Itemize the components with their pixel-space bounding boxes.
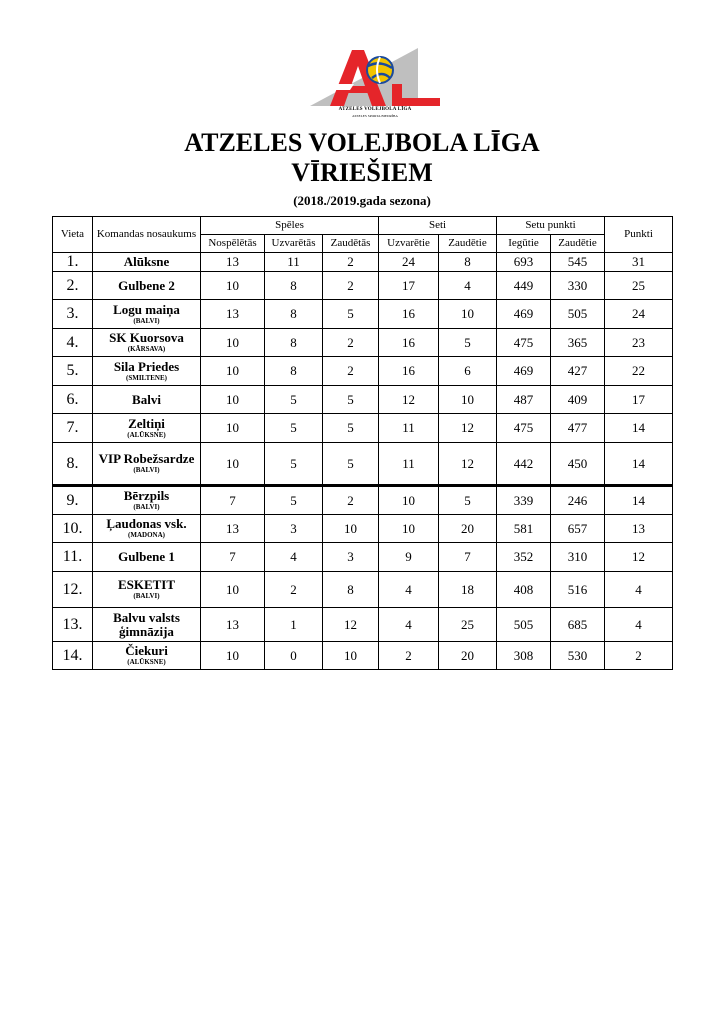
cell-place: 4.: [53, 329, 93, 357]
team-location: (ALŪKSNE): [127, 658, 166, 666]
cell-sp-gained: 581: [497, 515, 551, 543]
cell-lost: 5: [323, 386, 379, 414]
cell-team: [93, 443, 201, 486]
team-name: Logu maiņa: [113, 301, 180, 317]
cell-won: 1: [265, 608, 323, 642]
cell-lost: 5: [323, 414, 379, 443]
cell-points: 31: [605, 253, 673, 272]
cell-sets-lost: 6: [439, 357, 497, 386]
cell-played: 10: [201, 414, 265, 443]
table-row: [53, 414, 673, 443]
cell-points: 13: [605, 515, 673, 543]
cell-points: 4: [605, 572, 673, 608]
cell-team: [93, 329, 201, 357]
cell-lost: 10: [323, 642, 379, 670]
cell-team: [93, 572, 201, 608]
cell-sets-won: 12: [379, 386, 439, 414]
season-label: (2018./2019.gada sezona): [293, 193, 431, 208]
cell-place: 7.: [53, 414, 93, 443]
cell-sets-won: 4: [379, 572, 439, 608]
cell-lost: 12: [323, 608, 379, 642]
team-name: SK Kuorsova: [109, 330, 184, 345]
cell-sp-gained: 449: [497, 272, 551, 300]
cell-played: 10: [201, 357, 265, 386]
table-row: [53, 486, 673, 515]
cell-sets-lost: 10: [439, 300, 497, 329]
cell-sets-won: 9: [379, 543, 439, 572]
header-set-points: Setu punkti: [497, 217, 605, 235]
team-name: Zeltiņi: [128, 415, 165, 431]
cell-sets-lost: 8: [439, 253, 497, 272]
cell-won: 0: [265, 642, 323, 670]
team-name: Ļaudonas vsk.: [106, 516, 187, 531]
cell-sets-lost: 10: [439, 386, 497, 414]
cell-place: 8.: [53, 443, 93, 486]
cell-played: 10: [201, 272, 265, 300]
team-location: (SMILTENE): [126, 373, 167, 382]
cell-points: 22: [605, 357, 673, 386]
header-sp-lost: Zaudētie: [551, 235, 605, 253]
team-location: (BALVI): [133, 466, 160, 474]
cell-points: 2: [605, 642, 673, 670]
cell-sets-lost: 7: [439, 543, 497, 572]
cell-team: [93, 642, 201, 670]
cell-sets-won: 10: [379, 515, 439, 543]
table-row: [53, 329, 673, 357]
cell-sp-gained: 339: [497, 486, 551, 515]
cell-place: 9.: [53, 486, 93, 515]
cell-won: 8: [265, 300, 323, 329]
cell-sp-gained: 469: [497, 300, 551, 329]
logo-caption: ATZELES VOLEJBOLA LĪGA: [338, 107, 412, 112]
header-sp-gained: Iegūtie: [497, 235, 551, 253]
header-games-lost: Zaudētās: [323, 235, 379, 253]
cell-points: 12: [605, 543, 673, 572]
standings-body: [53, 253, 673, 670]
cell-played: 7: [201, 543, 265, 572]
logo-subcaption: ATZELES SPORTA BIEDRĪBA: [352, 114, 398, 118]
cell-sp-lost: 246: [551, 486, 605, 515]
cell-sp-gained: 469: [497, 357, 551, 386]
cell-lost: 3: [323, 543, 379, 572]
cell-sp-lost: 330: [551, 272, 605, 300]
team-name: ESKETIT: [117, 577, 176, 592]
cell-lost: 2: [323, 253, 379, 272]
cell-place: 6.: [53, 386, 93, 414]
cell-won: 8: [265, 329, 323, 357]
cell-won: 2: [265, 572, 323, 608]
header-games-won: Uzvarētās: [265, 235, 323, 253]
cell-sp-lost: 505: [551, 300, 605, 329]
header-sets: Seti: [379, 217, 497, 235]
cell-place: 12.: [53, 572, 93, 608]
page-subtitle: VĪRIEŠIEM: [291, 158, 433, 187]
cell-points: 14: [605, 486, 673, 515]
cell-points: 14: [605, 443, 673, 486]
cell-place: 1.: [53, 253, 93, 272]
cell-sets-lost: 20: [439, 515, 497, 543]
table-row: [53, 543, 673, 572]
header-games-played: Nospēlētās: [201, 235, 265, 253]
logo-red-l-base: [392, 98, 440, 106]
cell-sp-gained: 408: [497, 572, 551, 608]
cell-points: 14: [605, 414, 673, 443]
cell-lost: 2: [323, 357, 379, 386]
cell-sets-won: 2: [379, 642, 439, 670]
cell-played: 10: [201, 329, 265, 357]
team-name: Gulbene 1: [118, 549, 175, 564]
cell-sp-gained: 505: [497, 608, 551, 642]
cell-lost: 5: [323, 300, 379, 329]
cell-played: 13: [201, 608, 265, 642]
cell-team: [93, 253, 201, 272]
cell-place: 5.: [53, 357, 93, 386]
cell-sets-lost: 25: [439, 608, 497, 642]
cell-sets-lost: 5: [439, 329, 497, 357]
team-name: Alūksne: [123, 254, 170, 269]
cell-team: [93, 543, 201, 572]
cell-points: 17: [605, 386, 673, 414]
cell-lost: 5: [323, 443, 379, 486]
cell-won: 5: [265, 386, 323, 414]
cell-team: [93, 515, 201, 543]
header-sets-won: Uzvarētie: [379, 235, 439, 253]
cell-played: 10: [201, 386, 265, 414]
table-row: [53, 300, 673, 329]
team-name: Bērzpils: [123, 488, 170, 503]
cell-played: 10: [201, 572, 265, 608]
cell-played: 10: [201, 642, 265, 670]
cell-played: 13: [201, 515, 265, 543]
cell-won: 5: [265, 486, 323, 515]
header-games: Spēles: [201, 217, 379, 235]
team-location: (KĀRSAVA): [127, 345, 166, 353]
cell-sets-lost: 4: [439, 272, 497, 300]
cell-played: 13: [201, 300, 265, 329]
cell-lost: 2: [323, 329, 379, 357]
table-row: [53, 515, 673, 543]
cell-sp-lost: 477: [551, 414, 605, 443]
cell-sp-lost: 530: [551, 642, 605, 670]
table-row: [53, 572, 673, 608]
cell-lost: 2: [323, 272, 379, 300]
cell-sets-lost: 12: [439, 443, 497, 486]
cell-sets-won: 4: [379, 608, 439, 642]
cell-place: 10.: [53, 515, 93, 543]
cell-sp-lost: 310: [551, 543, 605, 572]
cell-sets-lost: 18: [439, 572, 497, 608]
page-title: ATZELES VOLEJBOLA LĪGA: [184, 128, 540, 157]
cell-sp-gained: 442: [497, 443, 551, 486]
cell-sp-lost: 365: [551, 329, 605, 357]
logo-ball: [367, 57, 393, 83]
cell-sets-won: 24: [379, 253, 439, 272]
logo-stripe: [300, 84, 354, 90]
cell-sp-lost: 409: [551, 386, 605, 414]
cell-sets-won: 11: [379, 414, 439, 443]
header-points: Punkti: [605, 217, 673, 253]
team-location: (BALVI): [133, 503, 160, 511]
cell-sets-won: 17: [379, 272, 439, 300]
cell-points: 24: [605, 300, 673, 329]
team-location: (ALŪKSNE): [127, 430, 166, 439]
cell-won: 5: [265, 443, 323, 486]
cell-sp-gained: 693: [497, 253, 551, 272]
cell-sets-won: 16: [379, 329, 439, 357]
cell-played: 10: [201, 443, 265, 486]
cell-team: [93, 386, 201, 414]
cell-points: 4: [605, 608, 673, 642]
cell-sets-won: 10: [379, 486, 439, 515]
cell-sp-gained: 475: [497, 329, 551, 357]
cell-sp-gained: 308: [497, 642, 551, 670]
team-name: Balvu valsts ģimnāzija: [113, 609, 180, 639]
cell-team: [93, 272, 201, 300]
cell-lost: 8: [323, 572, 379, 608]
header-team: Komandas nosaukums: [93, 217, 201, 253]
cell-won: 3: [265, 515, 323, 543]
team-name: Čiekuri: [125, 643, 168, 658]
cell-won: 4: [265, 543, 323, 572]
cell-team: [93, 608, 201, 642]
cell-sp-lost: 657: [551, 515, 605, 543]
cell-won: 11: [265, 253, 323, 272]
cell-won: 8: [265, 272, 323, 300]
team-name: VIP Robežsardze: [98, 451, 195, 466]
cell-lost: 10: [323, 515, 379, 543]
cell-place: 3.: [53, 300, 93, 329]
table-row: [53, 272, 673, 300]
cell-played: 13: [201, 253, 265, 272]
team-name: Gulbene 2: [118, 277, 175, 293]
team-name: Sila Priedes: [113, 358, 180, 374]
cell-sets-lost: 5: [439, 486, 497, 515]
cell-sp-lost: 427: [551, 357, 605, 386]
cell-points: 25: [605, 272, 673, 300]
cell-place: 14.: [53, 642, 93, 670]
cell-sets-lost: 12: [439, 414, 497, 443]
cell-won: 5: [265, 414, 323, 443]
cell-place: 13.: [53, 608, 93, 642]
cell-sp-lost: 450: [551, 443, 605, 486]
cell-sp-lost: 516: [551, 572, 605, 608]
cell-sp-gained: 487: [497, 386, 551, 414]
cell-sp-gained: 475: [497, 414, 551, 443]
cell-points: 23: [605, 329, 673, 357]
cell-sets-lost: 20: [439, 642, 497, 670]
header-sets-lost: Zaudētie: [439, 235, 497, 253]
table-row: [53, 608, 673, 642]
cell-sets-won: 16: [379, 357, 439, 386]
team-location: (BALVI): [133, 316, 160, 325]
cell-team: [93, 357, 201, 386]
table-row: [53, 253, 673, 272]
cell-lost: 2: [323, 486, 379, 515]
table-row: [53, 357, 673, 386]
cell-won: 8: [265, 357, 323, 386]
table-row: [53, 642, 673, 670]
cell-sp-lost: 685: [551, 608, 605, 642]
team-location: (BALVI): [133, 592, 160, 600]
cell-team: [93, 300, 201, 329]
cell-place: 2.: [53, 272, 93, 300]
table-row: [53, 443, 673, 486]
cell-team: [93, 414, 201, 443]
cell-sets-won: 11: [379, 443, 439, 486]
cell-played: 7: [201, 486, 265, 515]
team-name: Balvi: [132, 391, 161, 407]
table-row: [53, 386, 673, 414]
team-location: (MADONA): [128, 531, 165, 539]
cell-sets-won: 16: [379, 300, 439, 329]
standings-table: [52, 216, 673, 670]
cell-team: [93, 486, 201, 515]
header-place: Vieta: [53, 217, 93, 253]
cell-sp-gained: 352: [497, 543, 551, 572]
cell-sp-lost: 545: [551, 253, 605, 272]
cell-place: 11.: [53, 543, 93, 572]
